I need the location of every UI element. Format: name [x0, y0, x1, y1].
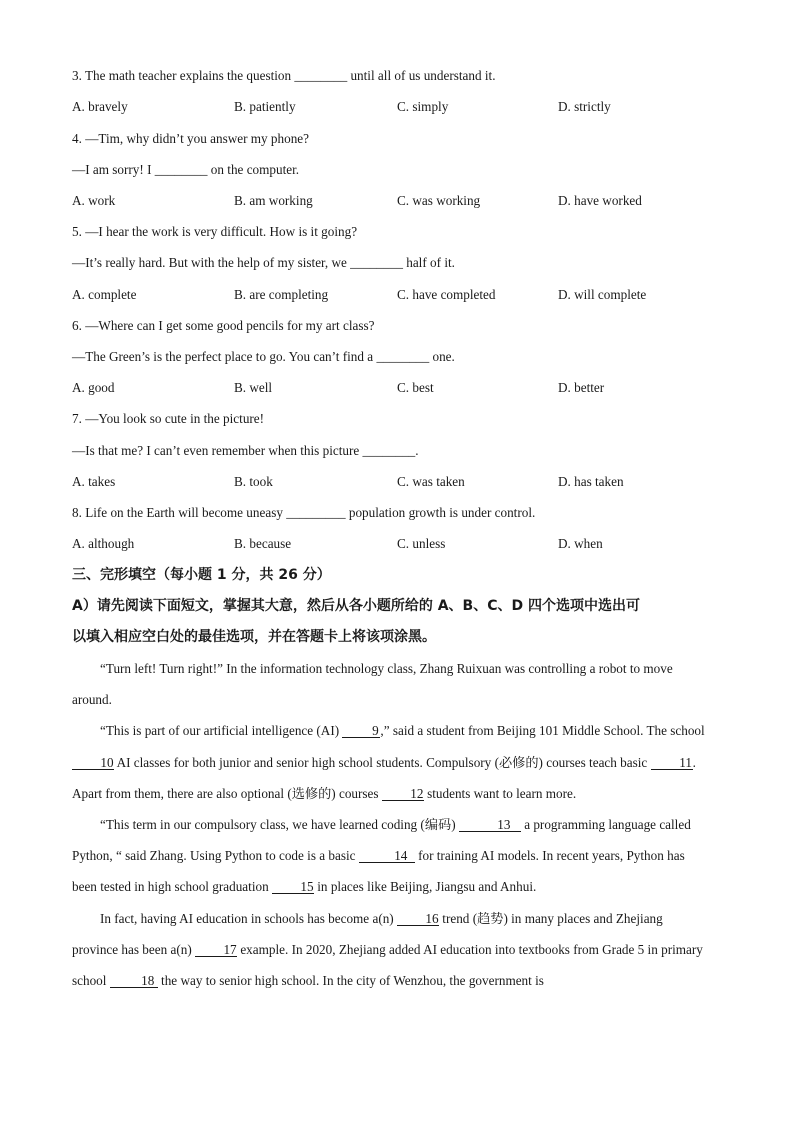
passage-text: AI classes for both junior and senior high school students. Compulsory (必修的) courses teach basic — [114, 754, 651, 770]
cloze-passage — [72, 653, 712, 996]
question-4-option-d: D. have worked — [558, 193, 642, 208]
question-6-option-b: B. well — [234, 380, 273, 395]
question-6-stem-line-2: —The Green’s is the perfect place to go. You can’t find a ________ one. — [72, 349, 455, 364]
blank-13: 13 — [459, 818, 521, 832]
question-3-option-c: C. simply — [397, 99, 449, 114]
blank-12: 12 — [382, 787, 424, 801]
passage-text: the way to senior high school. In the city of Wenzhou, the government is — [157, 973, 544, 989]
passage-paragraph-3 — [72, 809, 712, 903]
question-3-option-b: B. patiently — [234, 99, 296, 114]
question-8-stem: 8. Life on the Earth will become uneasy _________ population growth is under control. — [72, 505, 536, 520]
question-5-option-c: C. have completed — [397, 287, 496, 302]
question-6-option-a: A. good — [72, 380, 115, 395]
question-5-option-d: D. will complete — [558, 287, 647, 302]
question-6-option-d: D. better — [558, 380, 605, 395]
question-4-stem-line-2: —I am sorry! I ________ on the computer. — [72, 162, 300, 177]
passage-paragraph-4 — [72, 903, 712, 997]
question-7-stem-line-1: 7. —You look so cute in the picture! — [72, 411, 265, 426]
passage-text: a programming language called Python, “ said Zhang. Using Python to code is a basic — [72, 817, 691, 864]
question-6-stem-line-1: 6. —Where can I get some good pencils for my art class? — [72, 318, 375, 333]
question-7-option-a: A. takes — [72, 474, 116, 489]
question-3-option-a: A. bravely — [72, 99, 128, 114]
passage-text: students want to learn more. — [423, 785, 577, 801]
question-3-stem: 3. The math teacher explains the question ________ until all of us understand it. — [72, 68, 496, 83]
blank-18: 18 — [110, 974, 158, 988]
passage-paragraph-1: “Turn left! Turn right!” In the information technology class, Zhang Ruixuan was controlling a robot to move around. — [72, 661, 673, 708]
question-4-stem-line-1: 4. —Tim, why didn’t you answer my phone? — [72, 131, 310, 146]
question-4-option-b: B. am working — [234, 193, 313, 208]
question-3-option-d: D. strictly — [558, 99, 611, 114]
question-8-option-a: A. although — [72, 536, 135, 551]
question-4-option-a: A. work — [72, 193, 116, 208]
passage-text: . Apart from them, there are also optional (选修的) courses — [72, 754, 696, 801]
section-title: 三、完形填空（每小题 1 分，共 26 分） — [72, 567, 331, 583]
blank-14: 14 — [359, 849, 415, 863]
question-8-option-d: D. when — [558, 536, 603, 551]
passage-text: “This is part of our artificial intelligence (AI) — [100, 723, 343, 739]
passage-text: trend (趋势) in many places and Zhejiang province has been a(n) — [72, 910, 663, 957]
passage-text: “This term in our compulsory class, we have learned coding (编码) — [100, 817, 459, 833]
question-8-option-c: C. unless — [397, 536, 446, 551]
question-4-option-c: C. was working — [397, 193, 481, 208]
blank-15: 15 — [272, 880, 314, 894]
question-8-option-b: B. because — [234, 536, 292, 551]
passage-text: example. In 2020, Zhejiang added AI education into textbooks from Grade 5 in primary school — [72, 941, 703, 989]
blank-10: 10 — [72, 756, 114, 770]
question-5-stem-line-1: 5. —I hear the work is very difficult. How is it going? — [72, 224, 358, 239]
section-instruction-line-1: A）请先阅读下面短文，掌握其大意，然后从各小题所给的 A、B、C、D 四个选项中选出可 — [72, 598, 640, 614]
blank-16: 16 — [397, 912, 439, 926]
question-7-option-b: B. took — [234, 474, 273, 489]
question-6-option-c: C. best — [397, 380, 434, 395]
question-7-stem-line-2: —Is that me? I can’t even remember when this picture ________. — [72, 443, 419, 458]
passage-paragraph-2 — [72, 715, 712, 809]
section-instruction-line-2: 以填入相应空白处的最佳选项，并在答题卡上将该项涂黑。 — [72, 629, 436, 645]
passage-text: ,” said a student from Beijing 101 Middle School. The school — [380, 723, 705, 739]
blank-9: 9 — [342, 724, 380, 738]
question-5-option-a: A. complete — [72, 287, 137, 302]
question-7-option-d: D. has taken — [558, 474, 624, 489]
passage-text: in places like Beijing, Jiangsu and Anhui. — [313, 879, 537, 895]
passage-text: In fact, having AI education in schools has become a(n) — [100, 910, 397, 926]
question-5-stem-line-2: —It’s really hard. But with the help of my sister, we ________ half of it. — [72, 255, 455, 270]
passage-text: for training AI models. In recent years, Python has been tested in high school graduation — [72, 848, 685, 895]
blank-11: 11 — [651, 756, 693, 770]
question-7-option-c: C. was taken — [397, 474, 465, 489]
blank-17: 17 — [195, 943, 237, 957]
question-5-option-b: B. are completing — [234, 287, 329, 302]
